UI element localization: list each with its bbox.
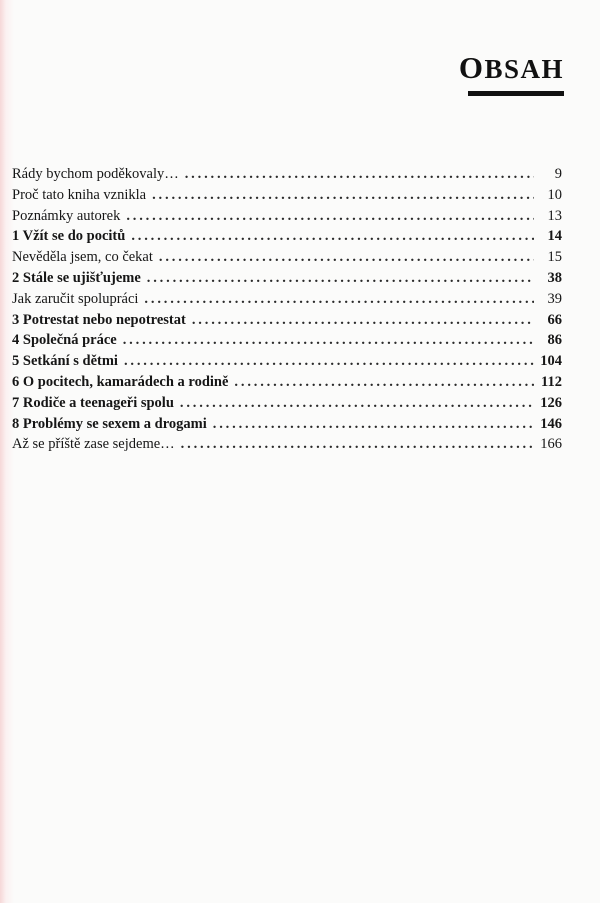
title-underline: [468, 91, 564, 96]
toc-entry-label: 2 Stále se ujišťujeme: [12, 269, 141, 286]
toc-dot-leader: [180, 393, 534, 414]
toc-dot-leader: [159, 247, 534, 268]
toc-page-number: 146: [540, 415, 562, 432]
toc-chapter-entry: [12, 351, 562, 372]
toc-entry: [12, 206, 562, 227]
toc-entry-label: Až se příště zase sejdeme…: [12, 436, 175, 453]
toc-entry-label: 7 Rodiče a teenageři spolu: [12, 394, 174, 411]
toc-entry: [12, 434, 562, 455]
toc-page-number: 166: [540, 436, 562, 453]
toc-dot-leader: [185, 164, 534, 185]
toc-dot-leader: [213, 414, 534, 435]
toc-page-number: 104: [540, 353, 562, 370]
toc-page-number: 112: [541, 373, 562, 390]
toc-page-number: 14: [547, 228, 562, 245]
toc-chapter-entry: [12, 393, 562, 414]
page-title-initial: O: [458, 50, 485, 85]
toc-dot-leader: [123, 330, 534, 351]
toc-entry-label: Rády bychom poděkovaly…: [12, 166, 179, 182]
toc-chapter-entry: [12, 414, 562, 435]
toc-page-number: 126: [540, 394, 562, 411]
toc-dot-leader: [192, 310, 534, 331]
toc-dot-leader: [144, 289, 534, 310]
toc-dot-leader: [131, 226, 534, 247]
toc-page-number: 38: [547, 269, 562, 286]
toc-entry-label: Proč tato kniha vznikla: [12, 186, 147, 203]
toc-entry-label: Nevěděla jsem, co čekat: [12, 249, 153, 266]
toc-page-number: 9: [554, 166, 562, 182]
toc-page-number: 86: [547, 332, 562, 349]
toc-page-number: 15: [547, 249, 562, 266]
toc-entry-label: Poznámky autorek: [12, 207, 121, 224]
toc-entry: [12, 247, 562, 268]
toc-entry-label: 4 Společná práce: [12, 332, 117, 349]
toc-entry-label: 6 O pocitech, kamarádech a rodině: [12, 373, 229, 390]
toc-dot-leader: [124, 351, 534, 372]
toc-page-number: 66: [547, 311, 562, 328]
toc-dot-leader: [126, 206, 534, 227]
table-of-contents: [12, 164, 562, 455]
toc-chapter-entry: [12, 310, 562, 331]
toc-entry-label: 8 Problémy se sexem a drogami: [12, 415, 207, 432]
toc-entry-label: 5 Setkání s dětmi: [12, 353, 118, 370]
toc-page-number: 39: [547, 290, 562, 307]
toc-entry-label: Jak zaručit spolupráci: [12, 290, 139, 307]
toc-dot-leader: [152, 185, 534, 206]
toc-page-number: 10: [547, 186, 562, 203]
toc-entry-label: 3 Potrestat nebo nepotrestat: [12, 311, 186, 328]
contents-heading: [459, 52, 564, 96]
toc-dot-leader: [234, 372, 534, 393]
toc-entry-label: 1 Vžít se do pocitů: [12, 228, 126, 245]
toc-entry: [12, 164, 562, 185]
toc-entry: [12, 289, 562, 310]
toc-chapter-entry: [12, 268, 562, 289]
toc-chapter-entry: [12, 226, 562, 247]
toc-entry: [12, 185, 562, 206]
toc-dot-leader: [147, 268, 534, 289]
toc-dot-leader: [181, 434, 534, 455]
toc-chapter-entry: [12, 372, 562, 393]
page-title: [459, 52, 564, 83]
toc-page-number: 13: [547, 207, 562, 224]
toc-chapter-entry: [12, 330, 562, 351]
page-title-rest: BSAH: [484, 54, 564, 84]
